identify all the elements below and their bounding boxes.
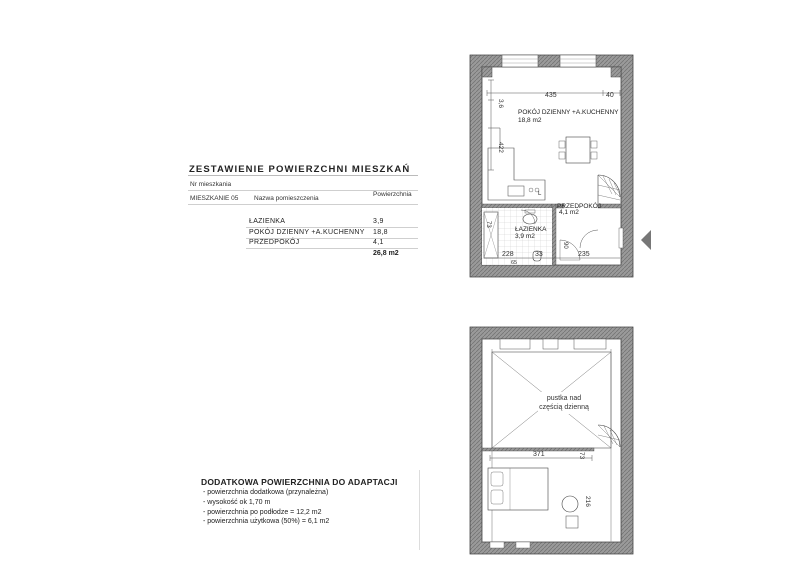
room-hall-name: PRZEDPOKÓJ (557, 203, 602, 210)
additional-line: - powierzchnia po podłodze = 12,2 m2 (203, 509, 322, 516)
void-label-line2: częścią dzienną (539, 404, 589, 411)
room-name-bathroom: ŁAZIENKA (249, 218, 286, 225)
room-name-hall: PRZEDPOKÓJ (249, 239, 300, 246)
dim-right: 73 (578, 452, 585, 460)
round-table (562, 496, 578, 512)
room-area-living: 18,8 (373, 229, 388, 236)
room-area-hall: 4,1 (373, 239, 384, 246)
void-label-line1: pustka nad (546, 395, 582, 402)
total-area: 26,8 m2 (373, 250, 399, 257)
dim-left-mid: 422 (497, 142, 504, 153)
room-living-area: 18,8 m2 (518, 117, 542, 124)
room-bath-area: 3,9 m2 (515, 233, 535, 240)
plan-upper (470, 327, 633, 554)
room-hall-area: 4,1 m2 (559, 209, 579, 216)
dim-top: 435 (545, 92, 557, 99)
dim-bath-left: 73 (485, 221, 491, 228)
room-name-living: POKÓJ DZIENNY +A.KUCHENNY (249, 229, 365, 236)
dim-vert: 216 (584, 496, 591, 507)
room-area-bathroom: 3,9 (373, 218, 384, 225)
armchair (566, 516, 578, 528)
col-header-unit: Nr mieszkania (190, 181, 232, 188)
dim-width: 371 (533, 451, 545, 458)
label-l: L (538, 191, 542, 197)
summary-title: ZESTAWIENIE POWIERZCHNI MIESZKAŃ (189, 164, 411, 175)
plan-lower (470, 55, 651, 277)
additional-title: DODATKOWA POWIERZCHNIA DO ADAPTACJI (201, 477, 398, 487)
dim-bottom-left: 228 (502, 251, 514, 258)
room-living-name: POKÓJ DZIENNY +A.KUCHENNY (518, 109, 619, 116)
interior-wall (482, 204, 552, 208)
roof-window (574, 339, 606, 349)
entrance-door (619, 228, 623, 248)
dim-door: 90 (562, 242, 568, 249)
dining-table (566, 137, 590, 163)
window (560, 55, 596, 67)
col-header-area: Powierzchnia (373, 191, 412, 198)
spiral-stair (598, 425, 620, 447)
additional-line: - powierzchnia użytkowa (50%) = 6,1 m2 (203, 518, 330, 525)
room-bath-name: ŁAZIENKA (515, 226, 547, 233)
kitchen-counter (488, 148, 545, 200)
additional-line: - wysokość ok 1,70 m (203, 499, 271, 506)
col-header-room: Nazwa pomieszczenia (254, 195, 319, 202)
dim-bottom-mid: 33 (535, 251, 543, 258)
sink (508, 186, 524, 196)
dim-small: 65 (511, 260, 518, 266)
interior-wall (552, 204, 556, 265)
window (502, 55, 538, 67)
dim-bottom-right: 235 (578, 251, 590, 258)
roof-window (500, 339, 530, 349)
additional-line: - powierzchnia dodatkowa (przynależna) (203, 489, 329, 496)
outer-wall (470, 327, 633, 554)
roof-window (543, 339, 558, 349)
dim-left-top: 3,6 (497, 99, 504, 109)
spiral-stair (598, 175, 621, 205)
unit-name: MIESZKANIE 05 (190, 195, 239, 202)
entrance-arrow-icon (641, 230, 651, 250)
dim-top-right: 40 (606, 92, 614, 99)
